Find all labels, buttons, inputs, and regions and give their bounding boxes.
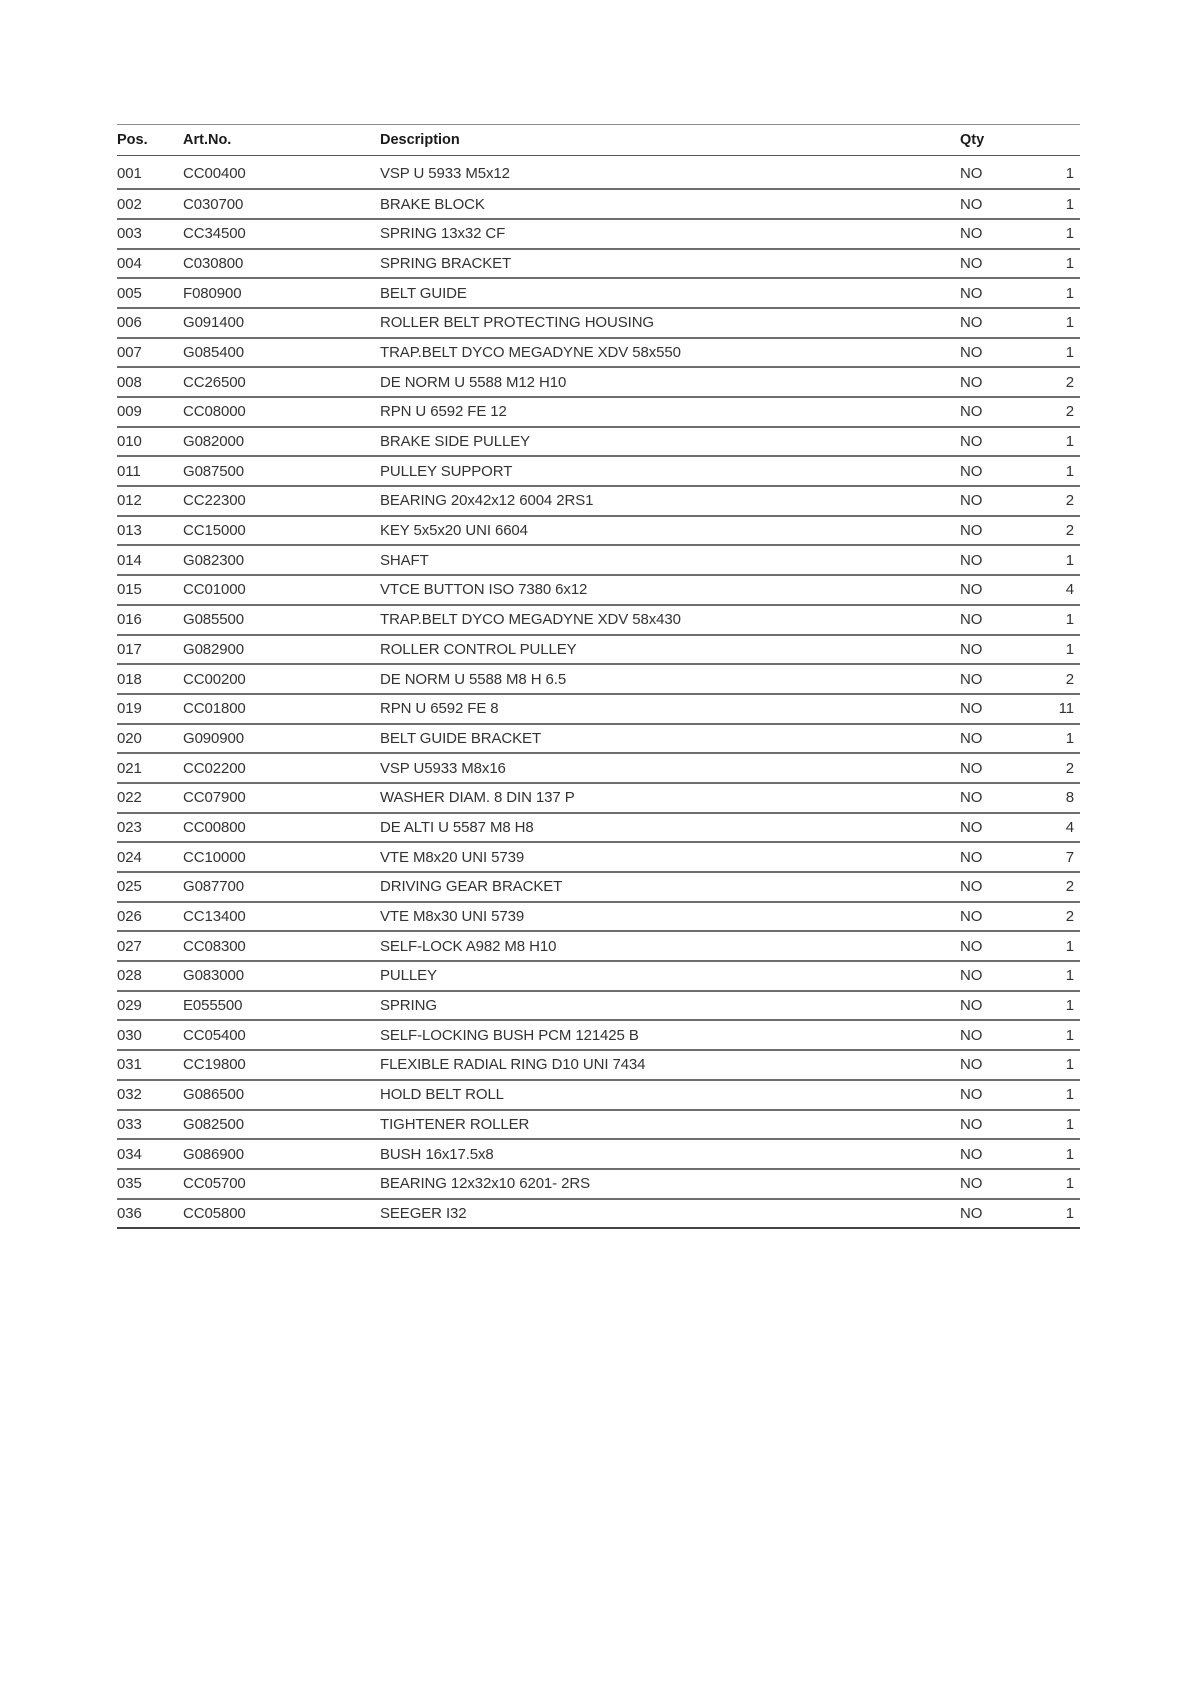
table-row — [117, 189, 1080, 219]
row-pos: 007 — [117, 343, 142, 361]
header-art-no: Art.No. — [183, 132, 232, 148]
row-description: BUSH 16x17.5x8 — [380, 1145, 494, 1163]
row-qty: 1 — [1065, 1056, 1074, 1074]
row-art-no: CC05700 — [183, 1175, 246, 1193]
row-description: BELT GUIDE — [380, 284, 467, 302]
row-art-no: CC10000 — [183, 848, 246, 866]
row-qty: 1 — [1065, 314, 1074, 332]
row-unit: NO — [960, 581, 983, 599]
row-unit: NO — [960, 462, 983, 480]
header-row — [117, 125, 1080, 156]
table-row — [117, 545, 1080, 575]
table-row — [117, 1110, 1080, 1140]
header-qty-value — [1030, 125, 1080, 156]
row-art-no: CC00400 — [183, 165, 246, 183]
row-qty: 1 — [1065, 1145, 1074, 1163]
row-art-no: CC15000 — [183, 522, 246, 540]
table-row — [117, 813, 1080, 843]
row-unit: NO — [960, 640, 983, 658]
row-unit: NO — [960, 1056, 983, 1074]
row-art-no: CC01000 — [183, 581, 246, 599]
row-description: BRAKE BLOCK — [380, 195, 485, 213]
row-qty: 2 — [1065, 878, 1074, 896]
row-qty: 2 — [1065, 908, 1074, 926]
row-pos: 027 — [117, 937, 142, 955]
row-art-no: G086500 — [183, 1086, 245, 1104]
row-qty: 1 — [1065, 1175, 1074, 1193]
table-row — [117, 1199, 1080, 1229]
row-art-no: G091400 — [183, 314, 245, 332]
row-unit: NO — [960, 403, 983, 421]
table-row — [117, 991, 1080, 1021]
row-unit: NO — [960, 1115, 983, 1133]
row-pos: 032 — [117, 1086, 142, 1104]
row-art-no: CC00800 — [183, 818, 246, 836]
row-description: SEEGER I32 — [380, 1204, 467, 1222]
row-description: SPRING BRACKET — [380, 254, 512, 272]
row-description: DE ALTI U 5587 M8 H8 — [380, 818, 534, 836]
row-description: VSP U 5933 M5x12 — [380, 165, 510, 183]
header-qty: Qty — [960, 132, 985, 148]
row-art-no: G087700 — [183, 878, 245, 896]
row-description: SHAFT — [380, 551, 429, 569]
row-art-no: CC07900 — [183, 789, 246, 807]
row-art-no: E055500 — [183, 997, 243, 1015]
row-pos: 022 — [117, 789, 142, 807]
row-pos: 003 — [117, 225, 142, 243]
row-art-no: CC13400 — [183, 908, 246, 926]
row-art-no: CC34500 — [183, 225, 246, 243]
row-qty: 1 — [1065, 1086, 1074, 1104]
row-unit: NO — [960, 729, 983, 747]
header-pos: Pos. — [117, 132, 148, 148]
row-pos: 024 — [117, 848, 142, 866]
row-description: PULLEY — [380, 967, 437, 985]
row-description: RPN U 6592 FE 12 — [380, 403, 507, 421]
row-description: HOLD BELT ROLL — [380, 1086, 504, 1104]
table-row — [117, 427, 1080, 457]
row-art-no: G086900 — [183, 1145, 245, 1163]
row-description: BEARING 20x42x12 6004 2RS1 — [380, 492, 594, 510]
table-row — [117, 367, 1080, 397]
row-unit: NO — [960, 848, 983, 866]
table-row — [117, 456, 1080, 486]
row-description: ROLLER CONTROL PULLEY — [380, 640, 577, 658]
row-qty: 1 — [1065, 165, 1074, 183]
row-qty: 1 — [1065, 433, 1074, 451]
table-body — [117, 160, 1080, 1229]
table-row — [117, 961, 1080, 991]
row-unit: NO — [960, 551, 983, 569]
row-pos: 033 — [117, 1115, 142, 1133]
row-qty: 1 — [1065, 284, 1074, 302]
row-pos: 011 — [117, 462, 141, 480]
row-art-no: CC01800 — [183, 700, 246, 718]
row-qty: 2 — [1065, 492, 1074, 510]
row-unit: NO — [960, 373, 983, 391]
row-qty: 7 — [1065, 848, 1074, 866]
row-description: TRAP.BELT DYCO MEGADYNE XDV 58x430 — [380, 611, 681, 629]
row-unit: NO — [960, 908, 983, 926]
row-pos: 020 — [117, 729, 142, 747]
row-art-no: G085500 — [183, 611, 245, 629]
row-qty: 1 — [1065, 640, 1074, 658]
row-description: TIGHTENER ROLLER — [380, 1115, 530, 1133]
row-unit: NO — [960, 878, 983, 896]
row-description: VTE M8x30 UNI 5739 — [380, 908, 525, 926]
row-description: SPRING — [380, 997, 437, 1015]
row-description: KEY 5x5x20 UNI 6604 — [380, 522, 528, 540]
row-unit: NO — [960, 611, 983, 629]
row-description: DRIVING GEAR BRACKET — [380, 878, 563, 896]
row-pos: 026 — [117, 908, 142, 926]
row-pos: 031 — [117, 1056, 142, 1074]
table-row — [117, 694, 1080, 724]
row-qty: 1 — [1065, 997, 1074, 1015]
row-pos: 025 — [117, 878, 142, 896]
row-unit: NO — [960, 1086, 983, 1104]
row-description: VSP U5933 M8x16 — [380, 759, 506, 777]
row-unit: NO — [960, 492, 983, 510]
row-pos: 021 — [117, 759, 142, 777]
row-art-no: CC02200 — [183, 759, 246, 777]
table-header — [117, 125, 1080, 160]
table-row — [117, 160, 1080, 190]
row-qty: 4 — [1065, 818, 1074, 836]
table-row — [117, 219, 1080, 249]
table-row — [117, 902, 1080, 932]
table-row — [117, 724, 1080, 754]
row-art-no: CC19800 — [183, 1056, 246, 1074]
row-qty: 1 — [1065, 462, 1074, 480]
row-description: DE NORM U 5588 M12 H10 — [380, 373, 567, 391]
row-art-no: G087500 — [183, 462, 245, 480]
row-art-no: CC00200 — [183, 670, 246, 688]
row-qty: 2 — [1065, 522, 1074, 540]
row-description: DE NORM U 5588 M8 H 6.5 — [380, 670, 567, 688]
row-description: WASHER DIAM. 8 DIN 137 P — [380, 789, 575, 807]
row-unit: NO — [960, 1175, 983, 1193]
row-unit: NO — [960, 818, 983, 836]
row-qty: 1 — [1065, 937, 1074, 955]
row-art-no: CC08000 — [183, 403, 246, 421]
table-row — [117, 1080, 1080, 1110]
row-unit: NO — [960, 522, 983, 540]
row-pos: 030 — [117, 1026, 142, 1044]
row-unit: NO — [960, 997, 983, 1015]
row-pos: 017 — [117, 640, 142, 658]
row-pos: 023 — [117, 818, 142, 836]
row-qty: 1 — [1065, 967, 1074, 985]
row-art-no: C030800 — [183, 254, 244, 272]
row-pos: 018 — [117, 670, 142, 688]
row-qty: 11 — [1058, 700, 1074, 718]
table-row — [117, 397, 1080, 427]
row-qty: 2 — [1065, 373, 1074, 391]
row-description: FLEXIBLE RADIAL RING D10 UNI 7434 — [380, 1056, 646, 1074]
row-unit: NO — [960, 343, 983, 361]
row-unit: NO — [960, 967, 983, 985]
row-description: SELF-LOCK A982 M8 H10 — [380, 937, 557, 955]
table-row — [117, 338, 1080, 368]
row-pos: 034 — [117, 1145, 142, 1163]
table-row — [117, 575, 1080, 605]
row-pos: 028 — [117, 967, 142, 985]
row-description: TRAP.BELT DYCO MEGADYNE XDV 58x550 — [380, 343, 681, 361]
row-unit: NO — [960, 165, 983, 183]
table-row — [117, 1050, 1080, 1080]
row-art-no: CC26500 — [183, 373, 246, 391]
row-unit: NO — [960, 1204, 983, 1222]
row-art-no: CC05400 — [183, 1026, 246, 1044]
row-qty: 1 — [1065, 254, 1074, 272]
table-row — [117, 635, 1080, 665]
row-art-no: C030700 — [183, 195, 244, 213]
row-pos: 001 — [117, 165, 142, 183]
row-description: PULLEY SUPPORT — [380, 462, 513, 480]
table-row — [117, 872, 1080, 902]
table-row — [117, 308, 1080, 338]
row-unit: NO — [960, 700, 983, 718]
table-row — [117, 516, 1080, 546]
row-pos: 036 — [117, 1204, 142, 1222]
row-pos: 009 — [117, 403, 142, 421]
row-description: RPN U 6592 FE 8 — [380, 700, 499, 718]
row-pos: 005 — [117, 284, 142, 302]
row-unit: NO — [960, 789, 983, 807]
table-row — [117, 278, 1080, 308]
row-pos: 004 — [117, 254, 142, 272]
table-row — [117, 1020, 1080, 1050]
row-qty: 1 — [1065, 1204, 1074, 1222]
row-unit: NO — [960, 1145, 983, 1163]
row-qty: 1 — [1065, 551, 1074, 569]
row-unit: NO — [960, 1026, 983, 1044]
row-pos: 008 — [117, 373, 142, 391]
row-pos: 016 — [117, 611, 142, 629]
row-pos: 002 — [117, 195, 142, 213]
row-qty: 1 — [1065, 225, 1074, 243]
table-row — [117, 486, 1080, 516]
table-row — [117, 249, 1080, 279]
row-art-no: G082900 — [183, 640, 245, 658]
row-qty: 4 — [1065, 581, 1074, 599]
row-unit: NO — [960, 254, 983, 272]
table-row — [117, 1169, 1080, 1199]
row-unit: NO — [960, 225, 983, 243]
row-pos: 013 — [117, 522, 142, 540]
row-unit: NO — [960, 284, 983, 302]
row-description: BEARING 12x32x10 6201- 2RS — [380, 1175, 591, 1193]
row-art-no: F080900 — [183, 284, 242, 302]
parts-list-table — [117, 124, 1080, 1229]
row-pos: 014 — [117, 551, 142, 569]
row-pos: 006 — [117, 314, 142, 332]
row-art-no: CC08300 — [183, 937, 246, 955]
header-description: Description — [380, 132, 460, 148]
row-art-no: G083000 — [183, 967, 245, 985]
row-qty: 1 — [1065, 1115, 1074, 1133]
row-description: SELF-LOCKING BUSH PCM 121425 B — [380, 1026, 639, 1044]
row-description: BELT GUIDE BRACKET — [380, 729, 542, 747]
row-art-no: CC22300 — [183, 492, 246, 510]
row-qty: 8 — [1065, 789, 1074, 807]
row-unit: NO — [960, 937, 983, 955]
row-unit: NO — [960, 195, 983, 213]
row-pos: 012 — [117, 492, 142, 510]
table-row — [117, 783, 1080, 813]
table-row — [117, 1139, 1080, 1169]
row-qty: 1 — [1065, 195, 1074, 213]
table-row — [117, 931, 1080, 961]
row-pos: 029 — [117, 997, 142, 1015]
row-description: VTCE BUTTON ISO 7380 6x12 — [380, 581, 588, 599]
row-art-no: G082500 — [183, 1115, 245, 1133]
row-description: ROLLER BELT PROTECTING HOUSING — [380, 314, 654, 332]
row-pos: 015 — [117, 581, 142, 599]
row-pos: 010 — [117, 433, 142, 451]
row-unit: NO — [960, 433, 983, 451]
row-qty: 1 — [1065, 729, 1074, 747]
table-row — [117, 842, 1080, 872]
row-qty: 2 — [1065, 670, 1074, 688]
row-unit: NO — [960, 314, 983, 332]
table-row — [117, 664, 1080, 694]
row-art-no: G082000 — [183, 433, 245, 451]
row-pos: 019 — [117, 700, 142, 718]
row-art-no: G085400 — [183, 343, 245, 361]
row-art-no: CC05800 — [183, 1204, 246, 1222]
row-description: VTE M8x20 UNI 5739 — [380, 848, 525, 866]
row-description: SPRING 13x32 CF — [380, 225, 506, 243]
row-art-no: G082300 — [183, 551, 245, 569]
row-unit: NO — [960, 670, 983, 688]
row-qty: 1 — [1065, 343, 1074, 361]
row-art-no: G090900 — [183, 729, 245, 747]
row-unit: NO — [960, 759, 983, 777]
row-qty: 1 — [1065, 1026, 1074, 1044]
row-description: BRAKE SIDE PULLEY — [380, 433, 531, 451]
row-qty: 2 — [1065, 759, 1074, 777]
table-row — [117, 753, 1080, 783]
row-pos: 035 — [117, 1175, 142, 1193]
table-row — [117, 605, 1080, 635]
row-qty: 1 — [1065, 611, 1074, 629]
row-qty: 2 — [1065, 403, 1074, 421]
